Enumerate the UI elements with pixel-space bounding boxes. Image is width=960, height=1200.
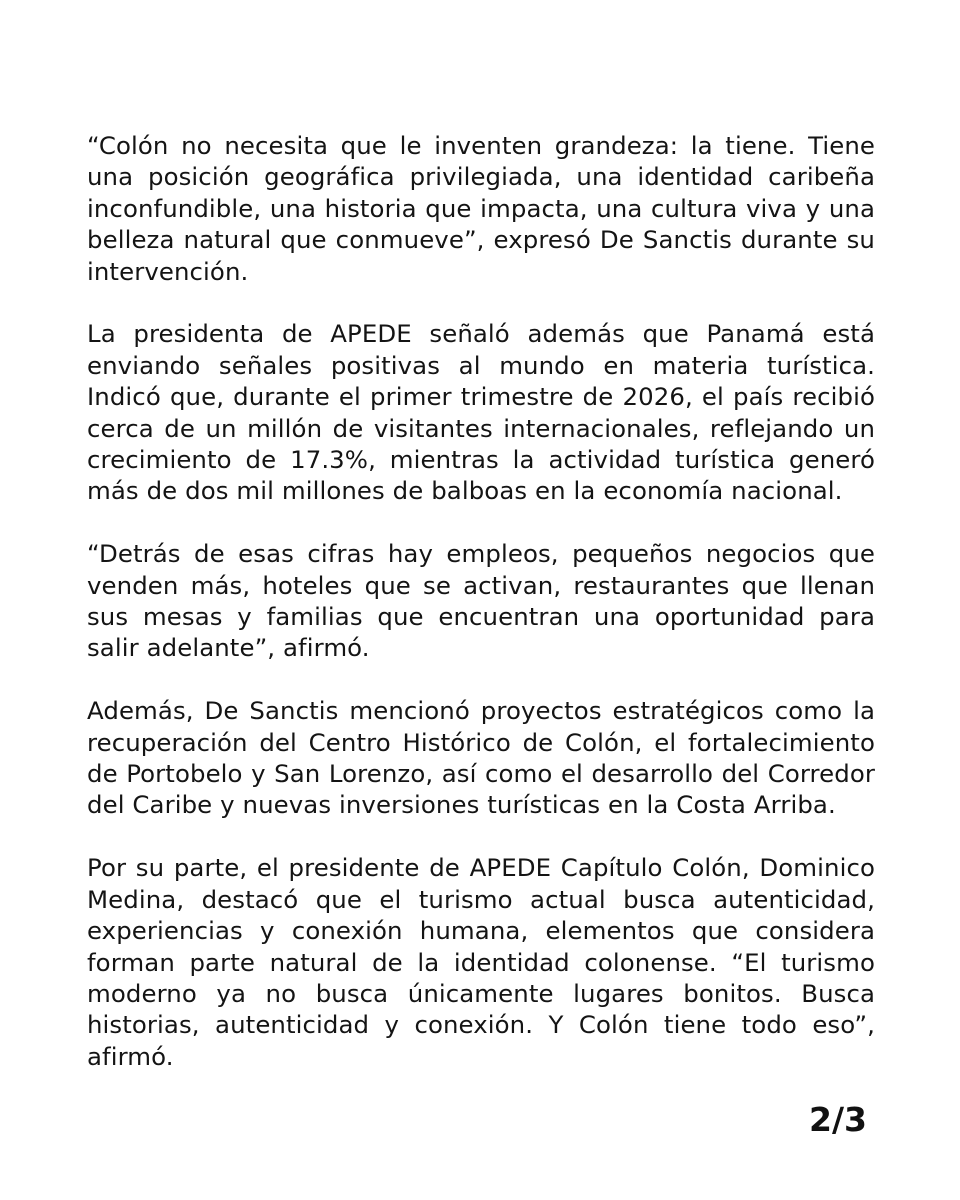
paragraph-tourism-statistics: La presidenta de APEDE señaló además que Panamá está enviando señales positivas al mundo en materia turística. Indicó que, durante el primer trimestre de 2026, el país recibió cerca de un millón de visitantes internacionales, reflejando un crecimiento de 17.3%, mientras la actividad turística generó más de dos mil millones de balboas en la economía nacional.: [87, 319, 875, 506]
page-number: 2/3: [809, 1100, 867, 1139]
paragraph-medina-statement: Por su parte, el presidente de APEDE Capítulo Colón, Dominico Medina, destacó que el turismo actual busca autenticidad, experiencias y conexión humana, elementos que considera forman parte natural de la identidad colonense. “El turismo moderno ya no busca únicamente lugares bonitos. Busca historias, autenticidad y conexión. Y Colón tiene todo eso”, afirmó.: [87, 853, 875, 1071]
paragraph-quote-employment: “Detrás de esas cifras hay empleos, pequeños negocios que venden más, hoteles que se activan, restaurantes que llenan sus mesas y familias que encuentran una oportunidad para salir adelante”, afirmó.: [87, 539, 875, 663]
paragraph-strategic-projects: Además, De Sanctis mencionó proyectos estratégicos como la recuperación del Centro Histórico de Colón, el fortalecimiento de Portobelo y San Lorenzo, así como el desarrollo del Corredor del Caribe y nuevas inversiones turísticas en la Costa Arriba.: [87, 696, 875, 820]
paragraph-quote-colon: “Colón no necesita que le inventen grandeza: la tiene. Tiene una posición geográfica privilegiada, una identidad caribeña inconfundible, una historia que impacta, una cultura viva y una belleza natural que conmueve”, expresó De Sanctis durante su intervención.: [87, 131, 875, 286]
article-body: [87, 130, 875, 1104]
